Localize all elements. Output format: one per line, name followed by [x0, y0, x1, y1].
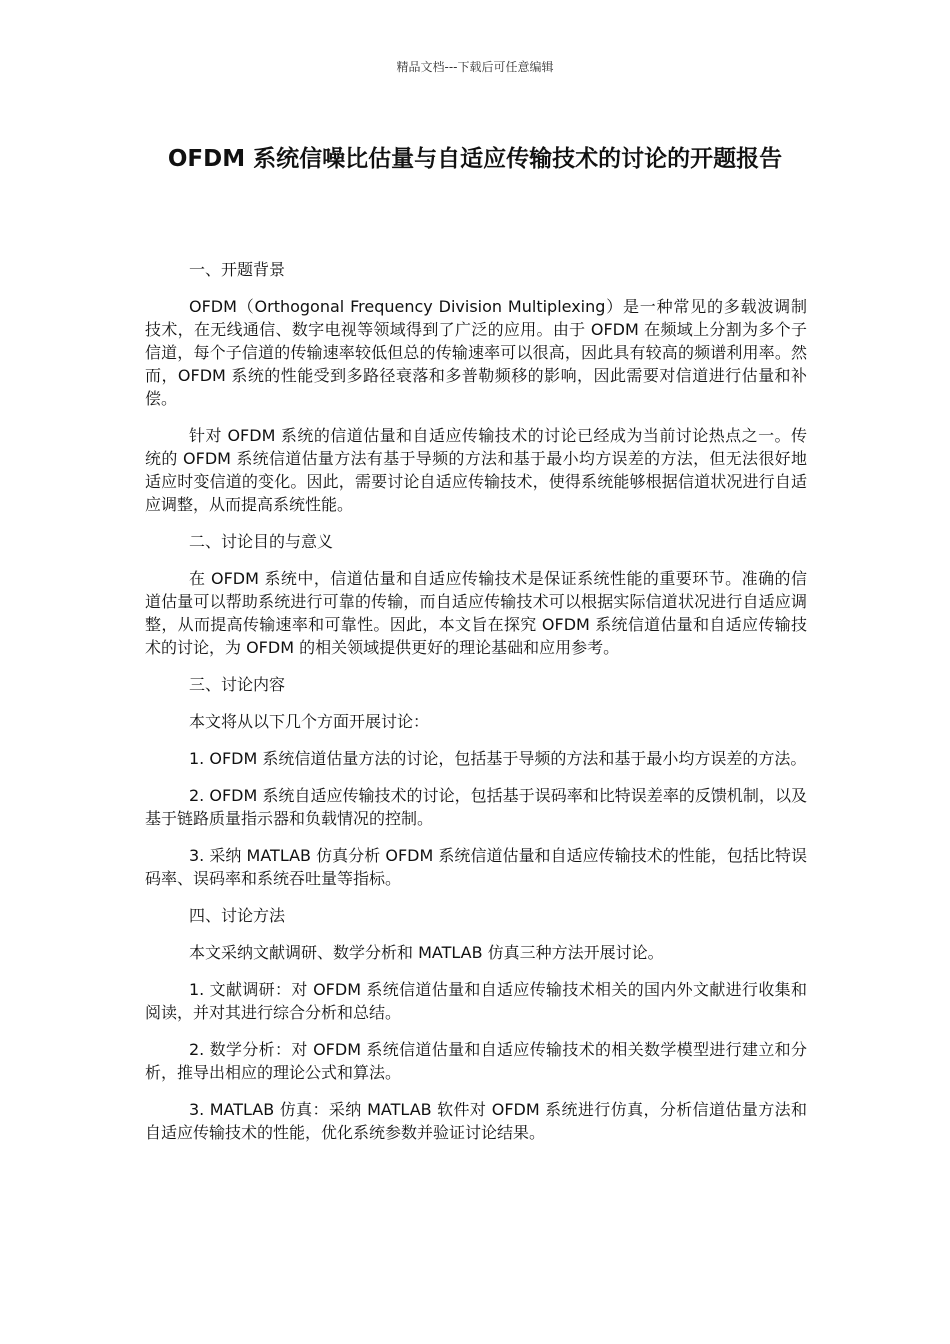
section-heading-content: 三、讨论内容: [189, 675, 286, 694]
header-note: 精品文档---下载后可任意编辑: [396, 60, 554, 74]
paragraph-content-intro: 本文将从以下几个方面开展讨论：: [189, 712, 430, 731]
paragraph-background-2: 针对 OFDM 系统的信道估量和自适应传输技术的讨论已经成为当前讨论热点之一。传统的 OFDM 系统信道估量方法有基于导频的方法和基于最小均方误差的方法，但无法很好地适应时变信道的变化。因此，需要讨论自适应传输技术，使得系统能够根据信道状况进行自适应调整，从而提高系统性能。: [145, 426, 807, 514]
section-heading-method: 四、讨论方法: [189, 906, 286, 925]
list-item-content-3: 3. 采纳 MATLAB 仿真分析 OFDM 系统信道估量和自适应传输技术的性能，包括比特误码率、误码率和系统吞吐量等指标。: [145, 846, 807, 888]
document-title: OFDM 系统信噪比估量与自适应传输技术的讨论的开题报告: [167, 146, 783, 172]
paragraph-purpose: 在 OFDM 系统中，信道估量和自适应传输技术是保证系统性能的重要环节。准确的信道估量可以帮助系统进行可靠的传输，而自适应传输技术可以根据实际信道状况进行自适应调整，从而提高传输速率和可靠性。因此，本文旨在探究 OFDM 系统信道估量和自适应传输技术的讨论，为 OFDM 的相关领域提供更好的理论基础和应用参考。: [145, 569, 807, 657]
list-item-method-3: 3. MATLAB 仿真：采纳 MATLAB 软件对 OFDM 系统进行仿真，分析信道估量方法和自适应传输技术的性能，优化系统参数并验证讨论结果。: [145, 1100, 807, 1142]
section-heading-purpose: 二、讨论目的与意义: [189, 532, 334, 551]
section-heading-background: 一、开题背景: [189, 260, 286, 279]
list-item-method-2: 2. 数学分析：对 OFDM 系统信道估量和自适应传输技术的相关数学模型进行建立和分析，推导出相应的理论公式和算法。: [145, 1040, 807, 1082]
list-item-content-1: 1. OFDM 系统信道估量方法的讨论，包括基于导频的方法和基于最小均方误差的方法。: [189, 749, 807, 768]
document-body: [145, 258, 807, 1158]
list-item-method-1: 1. 文献调研：对 OFDM 系统信道估量和自适应传输技术相关的国内外文献进行收集和阅读，并对其进行综合分析和总结。: [145, 980, 807, 1022]
list-item-content-2: 2. OFDM 系统自适应传输技术的讨论，包括基于误码率和比特误差率的反馈机制，以及基于链路质量指示器和负载情况的控制。: [145, 786, 807, 828]
paragraph-background-1: OFDM（Orthogonal Frequency Division Multiplexing）是一种常见的多载波调制技术，在无线通信、数字电视等领域得到了广泛的应用。由于 OFDM 在频域上分割为多个子信道，每个子信道的传输速率较低但总的传输速率可以很高，因此具有较高的频谱利用率。然而，OFDM 系统的性能受到多路径衰落和多普勒频移的影响，因此需要对信道进行估量和补偿。: [145, 297, 807, 408]
paragraph-method-intro: 本文采纳文献调研、数学分析和 MATLAB 仿真三种方法开展讨论。: [189, 943, 664, 962]
